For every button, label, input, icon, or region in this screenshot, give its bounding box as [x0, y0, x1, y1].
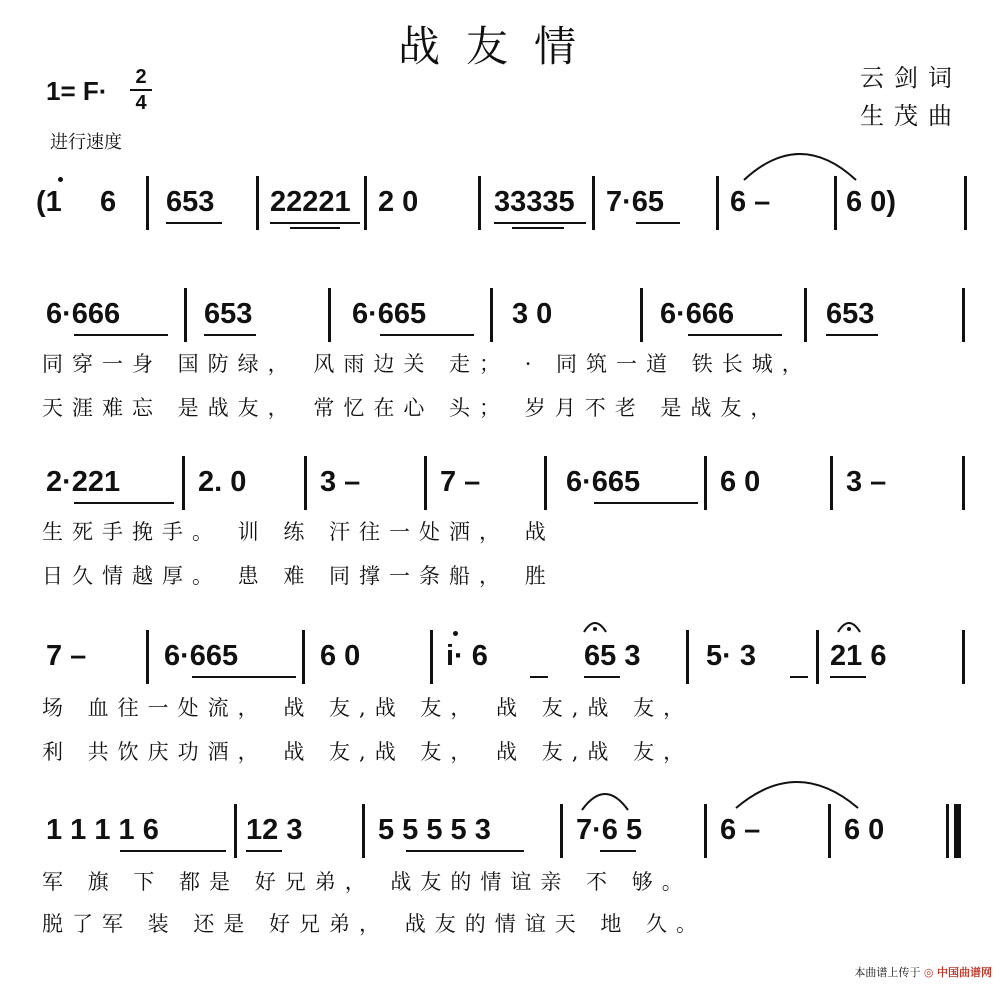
- tie-arc: [740, 146, 860, 186]
- note-group: 6 0): [846, 186, 896, 218]
- barline: [490, 288, 493, 342]
- note-group: 653: [166, 186, 215, 218]
- note-group: 7 –: [440, 466, 481, 498]
- beam: [246, 850, 282, 852]
- barline: [716, 176, 719, 230]
- beam: [636, 222, 680, 224]
- note-group: 3 –: [320, 466, 361, 498]
- note-group: 1 1 1 1 6: [46, 814, 159, 846]
- beam: [290, 227, 340, 229]
- time-signature: [130, 66, 152, 114]
- beam: [512, 227, 564, 229]
- barline: [816, 630, 819, 684]
- final-barline-thin: [946, 804, 949, 858]
- barline: [364, 176, 367, 230]
- note-group: 6 0: [844, 814, 885, 846]
- beam: [120, 850, 226, 852]
- barline: [328, 288, 331, 342]
- note-group: 6·665: [566, 466, 641, 498]
- slur-arc: [580, 786, 630, 812]
- lyric-line: 生死手挽手。 训 练 汗往一处洒， 战: [42, 520, 555, 544]
- score-line-4: [0, 640, 1000, 700]
- octave-dot: [453, 631, 458, 636]
- barline: [804, 288, 807, 342]
- barline: [146, 176, 149, 230]
- beam: [406, 850, 524, 852]
- barline: [256, 176, 259, 230]
- note-group: 6 –: [720, 814, 761, 846]
- time-signature-line: [130, 89, 152, 91]
- note-group: i· 6: [446, 640, 488, 672]
- upload-credit: [854, 964, 992, 980]
- note-group: 6 0: [320, 640, 361, 672]
- barline: [686, 630, 689, 684]
- site-logo-icon: ◎: [923, 966, 934, 979]
- barline: [234, 804, 237, 858]
- barline: [424, 456, 427, 510]
- barline: [962, 630, 965, 684]
- barline: [962, 456, 965, 510]
- lyric-line: 利 共饮庆功酒， 战 友,战 友， 战 友,战 友，: [42, 740, 694, 764]
- beam: [270, 222, 360, 224]
- barline: [182, 456, 185, 510]
- barline: [830, 456, 833, 510]
- barline: [430, 630, 433, 684]
- lyric-line: 日久情越厚。 患 难 同撑一条船， 胜: [42, 564, 555, 588]
- note-group: 65 3: [584, 640, 641, 672]
- beam: [380, 334, 474, 336]
- note-group: 6 –: [730, 186, 771, 218]
- note-group: 6·665: [352, 298, 427, 330]
- score-line-5: [0, 814, 1000, 874]
- note-group: 12 3: [246, 814, 303, 846]
- barline: [302, 630, 305, 684]
- barline: [592, 176, 595, 230]
- note-group: 3 –: [846, 466, 887, 498]
- fermata-icon: [836, 618, 862, 634]
- barline: [362, 804, 365, 858]
- beam: [830, 676, 866, 678]
- lyric-line: 场 血往一处流， 战 友,战 友， 战 友,战 友，: [42, 696, 694, 720]
- barline: [704, 456, 707, 510]
- note-group: 6·666: [46, 298, 121, 330]
- note-group: 7 –: [46, 640, 87, 672]
- beam: [826, 334, 878, 336]
- note-group: 6: [100, 186, 117, 218]
- barline: [544, 456, 547, 510]
- note-group: 6·665: [164, 640, 239, 672]
- composer-credit: 生茂曲: [860, 102, 962, 130]
- lyric-line: 同穿一身 国防绿， 风雨边关 走； · 同筑一道 铁长城，: [42, 352, 812, 376]
- beam: [74, 502, 174, 504]
- note-group: 653: [204, 298, 253, 330]
- note-group: 3 0: [512, 298, 553, 330]
- octave-dot: [58, 177, 63, 182]
- note-group: 2·221: [46, 466, 121, 498]
- lyric-line: 脱了军 装 还是 好兄弟， 战友的情谊天 地 久。: [42, 912, 707, 936]
- note-group: 22221: [270, 186, 351, 218]
- note-group: 7·6 5: [576, 814, 643, 846]
- final-barline-thick: [954, 804, 961, 858]
- barline: [704, 804, 707, 858]
- beam: [166, 222, 222, 224]
- site-brand[interactable]: 中国曲谱网: [937, 966, 992, 979]
- barline: [304, 456, 307, 510]
- beam: [594, 502, 698, 504]
- fermata-icon: [582, 618, 608, 634]
- note-group: 2. 0: [198, 466, 247, 498]
- note-group: 33335: [494, 186, 575, 218]
- barline: [962, 288, 965, 342]
- tie-arc: [732, 774, 862, 814]
- barline: [964, 176, 967, 230]
- note-group: 653: [826, 298, 875, 330]
- lyric-line: 军 旗 下 都是 好兄弟， 战友的情谊亲 不 够。: [42, 870, 692, 894]
- score-line-1: [0, 186, 1000, 246]
- note-group: 6·666: [660, 298, 735, 330]
- beam: [600, 850, 636, 852]
- beam: [204, 334, 256, 336]
- note-group: 6 0: [720, 466, 761, 498]
- note-group: 5· 3: [706, 640, 756, 672]
- beam: [74, 334, 168, 336]
- key-signature: 1= F·: [46, 76, 108, 106]
- note-group: 21 6: [830, 640, 887, 672]
- tempo-marking: 进行速度: [50, 132, 122, 153]
- song-title: 战友情: [397, 22, 602, 71]
- time-signature-top: 2: [135, 66, 147, 88]
- barline: [478, 176, 481, 230]
- time-signature-bottom: 4: [135, 92, 147, 114]
- footer-text: 本曲谱上传于: [854, 966, 921, 979]
- note-group: (1: [36, 186, 62, 218]
- barline: [560, 804, 563, 858]
- beam: [584, 676, 620, 678]
- note-group: 7·65: [606, 186, 665, 218]
- lyricist-credit: 云剑词: [860, 64, 962, 92]
- barline: [184, 288, 187, 342]
- lyric-line: 天涯难忘 是战友， 常忆在心 头； 岁月不老 是战友，: [42, 396, 781, 420]
- beam: [192, 676, 296, 678]
- beam: [688, 334, 782, 336]
- note-group: 2 0: [378, 186, 419, 218]
- barline: [640, 288, 643, 342]
- beam: [494, 222, 586, 224]
- barline: [146, 630, 149, 684]
- beam: [790, 676, 808, 678]
- beam: [530, 676, 548, 678]
- note-group: 5 5 5 5 3: [378, 814, 491, 846]
